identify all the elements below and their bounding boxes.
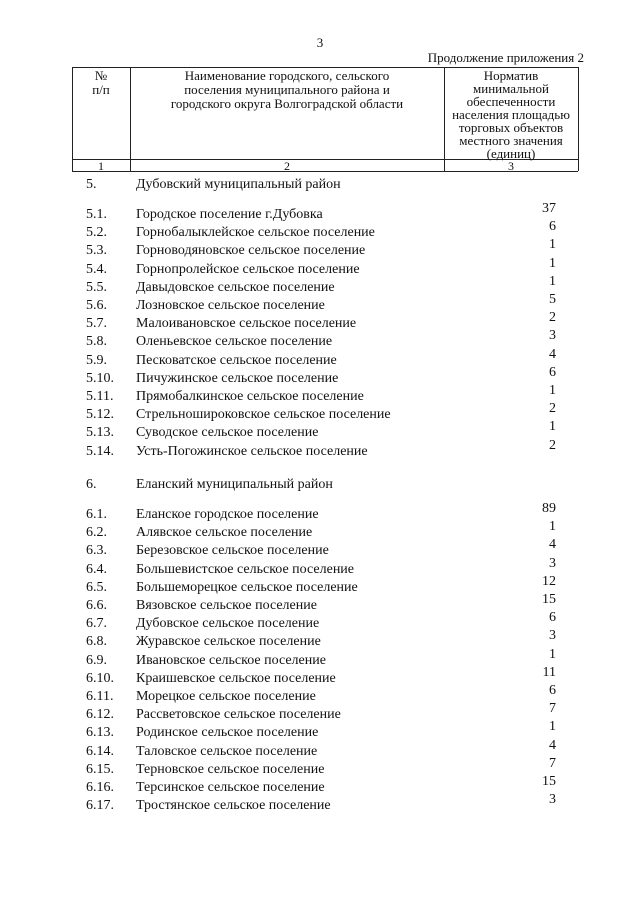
section-title: Еланский муниципальный район xyxy=(136,477,333,492)
table-row xyxy=(86,737,556,761)
norm-value: 1 xyxy=(549,719,556,735)
section-number: 6. xyxy=(86,477,97,492)
norm-value: 1 xyxy=(549,419,556,435)
settlement-name: Усть-Погожинское сельское поселение xyxy=(136,443,368,459)
settlement-name: Пичужинское сельское поселение xyxy=(136,370,339,386)
norm-value: 89 xyxy=(542,501,556,516)
norm-value: 1 xyxy=(549,519,556,535)
settlement-name: Стрельноширoковское сельское поселение xyxy=(136,407,391,423)
settlement-name: Морецкое сельское поселение xyxy=(136,689,316,704)
row-number: 5.1. xyxy=(86,207,107,222)
table-row xyxy=(86,401,556,424)
table-row xyxy=(86,328,556,351)
header-col-norm: Норматив минимальной обеспеченности населения площадью торговых объектов местного значения (единиц) xyxy=(452,68,570,161)
settlement-name: Дубовское сельское поселение xyxy=(136,616,320,632)
table-row xyxy=(86,719,556,742)
table-row xyxy=(86,292,556,315)
row-number: 6.16. xyxy=(86,780,114,795)
norm-value: 7 xyxy=(549,755,556,771)
table-row xyxy=(86,755,556,779)
row-number: 5.14. xyxy=(86,443,114,459)
norm-value: 15 xyxy=(542,774,556,789)
table-row xyxy=(86,273,556,297)
row-number: 6.15. xyxy=(86,761,114,777)
norm-value: 1 xyxy=(549,255,556,271)
table-row xyxy=(86,555,556,579)
settlement-name: Прямобалкинское сельское поселение xyxy=(136,389,364,404)
row-number: 6.4. xyxy=(86,561,107,577)
settlement-name: Малоивановское сельское поселение xyxy=(136,316,357,332)
norm-value: 15 xyxy=(542,592,556,607)
settlement-name: Еланское городское поселение xyxy=(136,507,319,522)
row-number: 5.5. xyxy=(86,279,107,295)
settlement-name: Таловское сельское поселение xyxy=(136,743,318,759)
page-number: 3 xyxy=(316,35,324,50)
settlement-name: Тростянское сельское поселение xyxy=(136,798,331,814)
settlement-name: Березовское сельское поселение xyxy=(136,543,329,559)
header-colnum-2: 2 xyxy=(284,159,290,173)
row-number: 5.4. xyxy=(86,261,107,277)
table-header xyxy=(72,67,578,171)
table-row xyxy=(86,346,556,370)
header-col-border xyxy=(578,67,579,171)
settlement-name: Рассветовское сельское поселение xyxy=(136,707,341,723)
row-number: 6.7. xyxy=(86,616,107,632)
row-number: 5.6. xyxy=(86,298,107,313)
table-row xyxy=(86,792,556,815)
table-row xyxy=(86,383,556,406)
row-number: 6.13. xyxy=(86,725,114,741)
table-row xyxy=(86,701,556,724)
row-number: 6.17. xyxy=(86,798,114,814)
row-number: 5.12. xyxy=(86,407,114,423)
table-row xyxy=(86,237,556,260)
header-colnum-1: 1 xyxy=(98,159,104,173)
settlement-name: Краишевское сельское поселение xyxy=(136,670,336,686)
row-number: 6.6. xyxy=(86,598,107,613)
table-row xyxy=(86,774,556,797)
row-number: 5.13. xyxy=(86,425,114,441)
row-number: 5.9. xyxy=(86,352,107,368)
row-number: 6.9. xyxy=(86,652,107,668)
table-row xyxy=(86,628,556,651)
header-bottom-rule xyxy=(72,171,578,172)
norm-value: 5 xyxy=(549,292,556,307)
settlement-name: Большеморецкое сельское поселение xyxy=(136,579,358,595)
settlement-name: Вязовское сельское поселение xyxy=(136,598,317,613)
settlement-name: Родинское сельское поселение xyxy=(136,725,319,741)
row-number: 6.11. xyxy=(86,689,114,704)
settlement-name: Большевистское сельское поселение xyxy=(136,561,355,577)
table-row xyxy=(86,364,556,388)
norm-value: 6 xyxy=(549,219,556,235)
row-number: 5.8. xyxy=(86,334,107,350)
norm-value: 3 xyxy=(549,792,556,808)
settlement-name: Оленьевское сельское поселение xyxy=(136,334,333,350)
norm-value: 1 xyxy=(549,273,556,289)
row-number: 6.8. xyxy=(86,634,107,650)
header-col-number: № п/п xyxy=(92,68,110,97)
norm-value: 1 xyxy=(549,646,556,662)
row-number: 5.2. xyxy=(86,225,107,241)
norm-value: 2 xyxy=(549,401,556,417)
row-number: 6.2. xyxy=(86,525,107,541)
header-col-name: Наименование городского, сельского поселения муниципального района и городского округа Волгоградской области xyxy=(170,68,404,111)
table-row xyxy=(86,255,556,279)
norm-value: 1 xyxy=(549,383,556,398)
norm-value: 3 xyxy=(549,328,556,344)
table-row xyxy=(86,437,556,461)
row-number: 6.10. xyxy=(86,670,114,686)
norm-value: 4 xyxy=(549,346,556,362)
section-number: 5. xyxy=(86,177,97,192)
norm-value: 6 xyxy=(549,610,556,626)
norm-value: 37 xyxy=(542,201,556,216)
settlement-name: Журавское сельское поселение xyxy=(136,634,321,650)
row-number: 6.12. xyxy=(86,707,114,723)
norm-value: 4 xyxy=(549,537,556,553)
settlement-name: Ивановское сельское поселение xyxy=(136,652,326,668)
norm-value: 2 xyxy=(549,437,556,453)
table-row xyxy=(86,592,556,615)
settlement-name: Горноводяновское сельское поселение xyxy=(136,243,366,259)
settlement-name: Терсинское сельское поселение xyxy=(136,780,325,795)
table-row xyxy=(86,664,556,688)
header-colnum-3: 3 xyxy=(508,159,514,173)
norm-value: 3 xyxy=(549,628,556,644)
row-number: 5.10. xyxy=(86,370,114,386)
table-row xyxy=(86,519,556,542)
norm-value: 7 xyxy=(549,701,556,717)
table-row xyxy=(86,610,556,633)
table-row xyxy=(86,501,556,524)
section-title: Дубовский муниципальный район xyxy=(136,177,341,192)
settlement-name: Суводское сельское поселение xyxy=(136,425,319,441)
table-row xyxy=(86,201,556,224)
table-row xyxy=(86,646,556,670)
norm-value: 2 xyxy=(549,310,556,326)
norm-value: 1 xyxy=(549,237,556,253)
row-number: 5.7. xyxy=(86,316,107,332)
table-row xyxy=(86,219,556,242)
row-number: 5.11. xyxy=(86,389,114,404)
settlement-name: Песковатское сельское поселение xyxy=(136,352,337,368)
row-number: 6.1. xyxy=(86,507,107,522)
norm-value: 4 xyxy=(549,737,556,753)
norm-value: 11 xyxy=(542,664,556,680)
row-number: 6.14. xyxy=(86,743,114,759)
table-row xyxy=(86,683,556,706)
norm-value: 6 xyxy=(549,683,556,698)
settlement-name: Терновское сельское поселение xyxy=(136,761,325,777)
table-row xyxy=(86,310,556,333)
row-number: 6.5. xyxy=(86,579,107,595)
norm-value: 12 xyxy=(542,573,556,589)
norm-value: 6 xyxy=(549,364,556,380)
continuation-label: Продолжение приложения 2 xyxy=(427,50,584,65)
settlement-name: Лозновское сельское поселение xyxy=(136,298,325,313)
settlement-name: Горнопролейское сельское поселение xyxy=(136,261,360,277)
table-row xyxy=(86,537,556,560)
row-number: 6.3. xyxy=(86,543,107,559)
table-row xyxy=(86,419,556,442)
settlement-name: Алявское сельское поселение xyxy=(136,525,313,541)
settlement-name: Давыдовское сельское поселение xyxy=(136,279,335,295)
norm-value: 3 xyxy=(549,555,556,571)
settlement-name: Горнобалыклейское сельское поселение xyxy=(136,225,375,241)
table-row xyxy=(86,573,556,597)
row-number: 5.3. xyxy=(86,243,107,259)
settlement-name: Городское поселение г.Дубовка xyxy=(136,207,323,222)
